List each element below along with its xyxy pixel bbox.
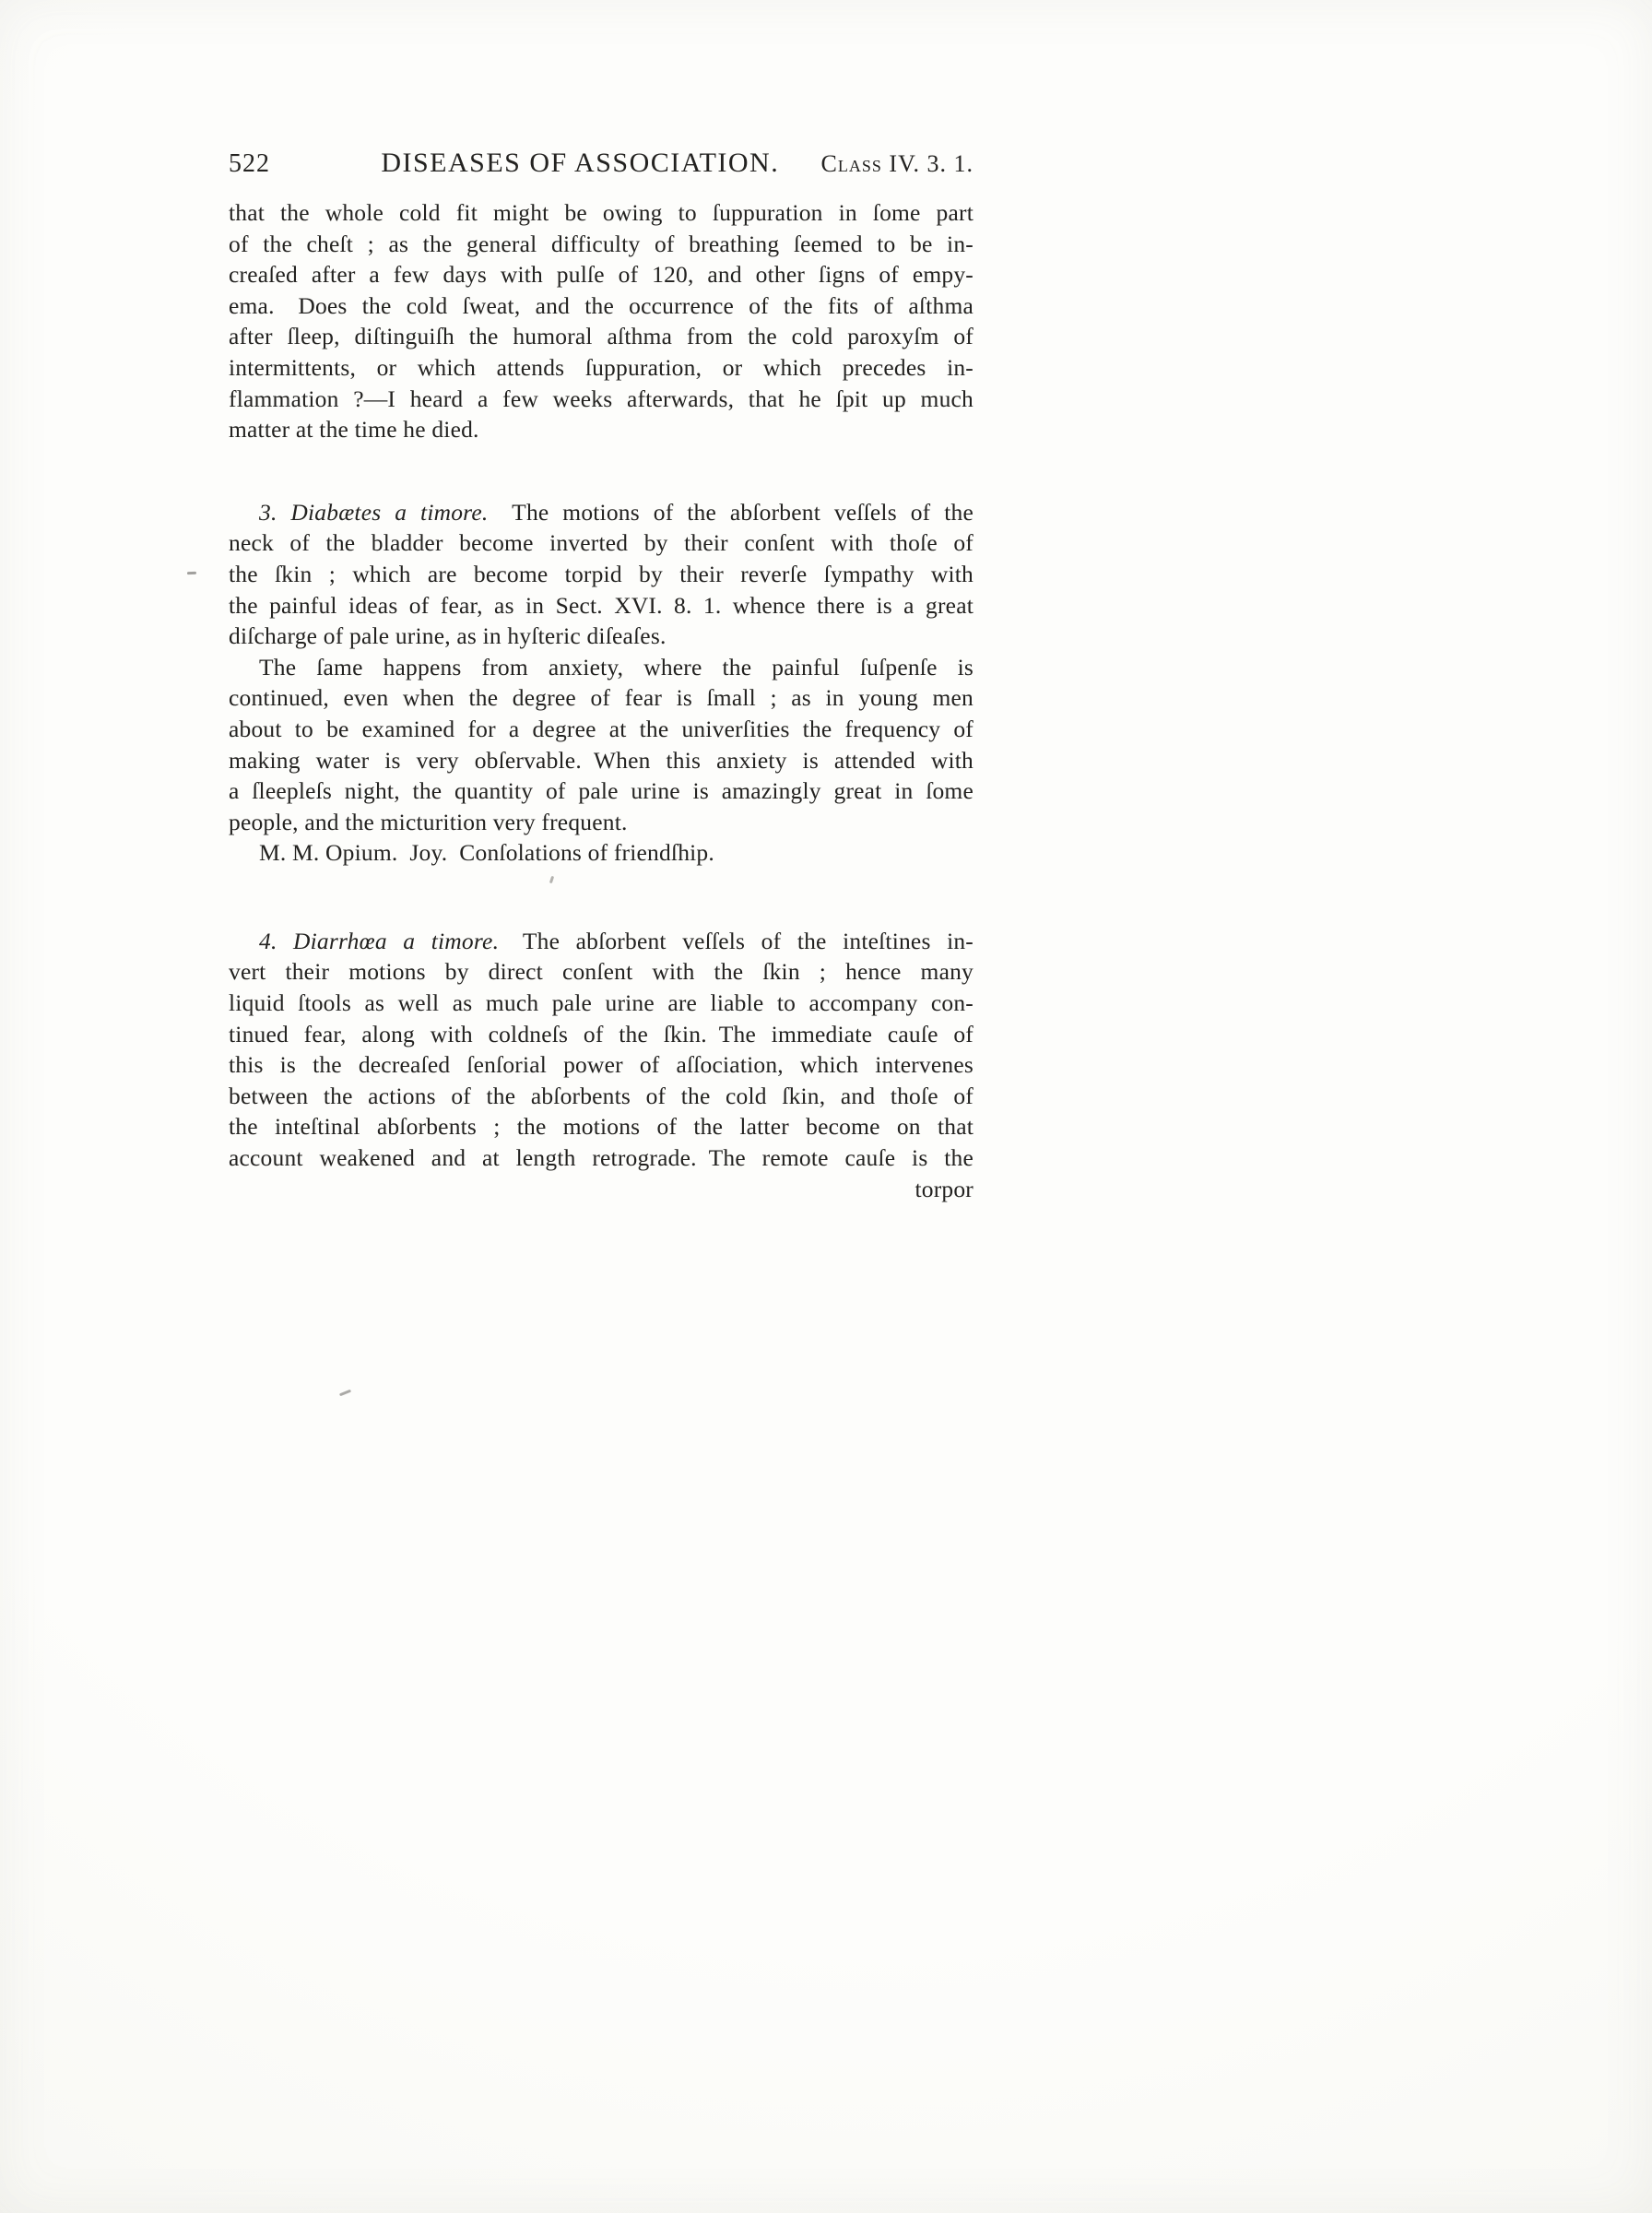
catchword: torpor (914, 1175, 974, 1202)
text-line (229, 384, 974, 415)
body-text: account weakened and at length retrograde. The remote cauſe is the (229, 1144, 974, 1172)
body-text: neck of the bladder become inverted by their conſent with thoſe of (229, 529, 974, 557)
body-text: between the actions of the abſorbents of the cold ſkin, and thoſe of (229, 1082, 974, 1109)
text-line (229, 745, 974, 776)
body-text: The motions of the abſorbent veſſels of the (488, 498, 974, 526)
text-line (229, 988, 974, 1019)
text-line (229, 926, 974, 957)
body-text: making water is very obſervable. When this anxiety is attended with (229, 746, 974, 774)
paragraphs (229, 197, 974, 1174)
page-title: DISEASES OF ASSOCIATION. (381, 148, 780, 178)
text-line (229, 1049, 974, 1081)
text-line (229, 290, 974, 322)
text-line (229, 1111, 974, 1142)
body-text: of the cheſt ; as the general difficulty of breathing ſeemed to be in- (229, 230, 974, 257)
body-text: about to be examined for a degree at the univerſities the frequency of (229, 715, 974, 742)
text-line (229, 229, 974, 260)
body-text: the painful ideas of fear, as in Sect. XVI. 8. 1. whence there is a great (229, 591, 974, 619)
body-text: a ſleepleſs night, the quantity of pale urine is amazingly great in ſome (229, 777, 974, 805)
body-text: this is the decreaſed ſenſorial power of aſſociation, which intervenes (229, 1051, 974, 1079)
text-line (229, 956, 974, 988)
paragraph (229, 926, 974, 1174)
text-line (229, 1142, 974, 1174)
text-line (229, 652, 974, 683)
text-line (229, 621, 974, 652)
text-line (229, 414, 974, 445)
text-line (229, 197, 974, 229)
text-line (229, 497, 974, 528)
body-text: liquid ſtools as well as much pale urine are liable to accompany con- (229, 989, 974, 1017)
body-text: creaſed after a few days with pulſe of 120, and other ſigns of empy- (229, 261, 974, 289)
body-text: that the whole cold fit might be owing to ſuppuration in ſome part (229, 199, 974, 226)
text-line (229, 527, 974, 559)
body-text: vert their motions by direct conſent with the ſkin ; hence many (229, 958, 974, 986)
paragraph (229, 497, 974, 652)
paragraph (229, 197, 974, 445)
paragraph (229, 652, 974, 838)
scan-artifact-margin-dash (187, 572, 196, 575)
body-text: The abſorbent veſſels of the inteſtines in- (499, 927, 974, 954)
body-text: after ſleep, diſtinguiſh the humoral aſthma from the cold paroxyſm of (229, 323, 974, 350)
body-text: M. M. Opium. Joy. Conſolations of friendſhip. (259, 839, 714, 867)
body-text: matter at the time he died. (229, 416, 479, 444)
scan-artifact-mark (339, 1390, 351, 1397)
text-line (229, 714, 974, 745)
text-line (229, 1081, 974, 1112)
page-header (229, 148, 974, 179)
text-block (229, 197, 974, 1204)
body-text: diſcharge of pale urine, as in hyſteric diſeaſes. (229, 622, 667, 650)
text-line (229, 259, 974, 290)
body-text: continued, even when the degree of fear is ſmall ; as in young men (229, 684, 974, 712)
text-line (229, 1019, 974, 1050)
body-text: The ſame happens from anxiety, where the painful ſuſpenſe is (259, 653, 974, 680)
body-text: flammation ?—I heard a few weeks afterwards, that he ſpit up much (229, 385, 974, 412)
text-line (229, 321, 974, 352)
text-line (229, 590, 974, 621)
paragraph (229, 837, 974, 869)
body-text: intermittents, or which attends ſuppuration, or which precedes in- (229, 353, 974, 381)
body-text: people, and the micturition very frequent. (229, 808, 628, 835)
italic-text: 3. Diabætes a timore. (259, 498, 489, 526)
italic-text: 4. Diarrhœa a timore. (259, 927, 500, 954)
body-text: tinued fear, along with coldneſs of the ſkin. The immediate cauſe of (229, 1020, 974, 1047)
section-label: Class IV. 3. 1. (820, 150, 974, 177)
page-number: 522 (229, 149, 270, 178)
text-line (229, 682, 974, 714)
text-line (229, 559, 974, 590)
text-line (229, 775, 974, 807)
body-text: the inteſtinal abſorbents ; the motions of the latter become on that (229, 1113, 974, 1141)
body-text: ema. Does the cold ſweat, and the occurrence of the fits of aſthma (229, 291, 974, 319)
text-line (229, 837, 974, 869)
body-text: the ſkin ; which are become torpid by their reverſe ſympathy with (229, 560, 974, 587)
text-line (229, 807, 974, 838)
text-line (229, 352, 974, 384)
